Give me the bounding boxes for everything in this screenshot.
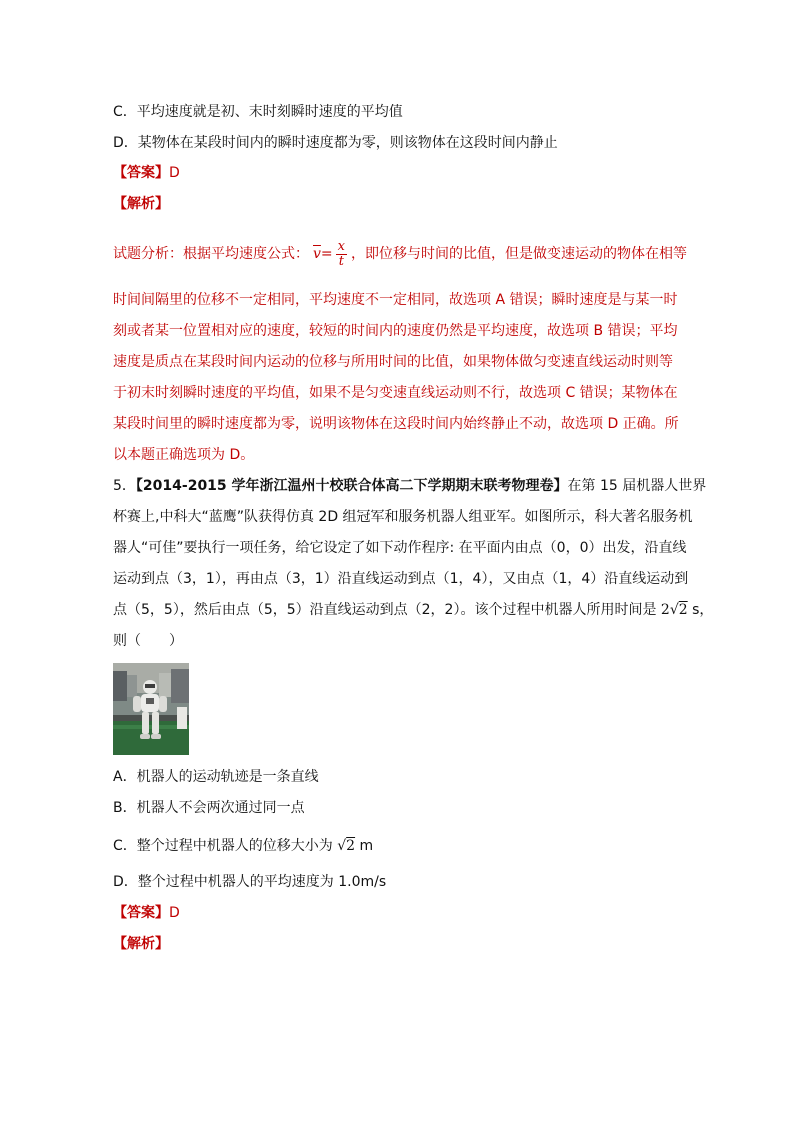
- q4-analysis-line-6: 某段时间里的瞬时速度都为零，说明该物体在这段时间内始终静止不动，故选项 D 正确。所: [113, 416, 679, 432]
- answer-label: 【答案】: [113, 905, 169, 921]
- answer-label: 【答案】: [113, 165, 169, 181]
- q5-stem-line-1: [113, 476, 707, 496]
- average-velocity-formula: [313, 238, 347, 270]
- displacement-unit: m: [355, 838, 374, 854]
- q5-answer: [113, 903, 693, 923]
- time-sqrt-expression: 2√2: [660, 602, 688, 618]
- q5-stem-text: 点（5，5），然后由点（5，5）沿直线运动到点（2，2）。该个过程中机器人所用时间是: [113, 602, 661, 618]
- q4-analysis-line-5: 于初末时刻瞬时速度的平均值，如果不是匀变速直线运动则不行，故选项 C 错误；某物体在: [113, 385, 678, 401]
- q5-stem-line-4: 运动到点（3，1），再由点（3，1）沿直线运动到点（1，4），又由点（1，4）沿直线运动到: [113, 571, 689, 587]
- time-unit: s，: [687, 602, 714, 618]
- q4-analysis-line-3: 刻或者某一位置相对应的速度，较短的时间内的速度仍然是平均速度，故选项 B 错误；平均: [113, 323, 678, 339]
- q5-stem-line-3: 器人“可佳”要执行一项任务，给它设定了如下动作程序: 在平面内由点（0，0）出发，沿直线: [113, 540, 687, 556]
- q4-analysis-line-2: 时间间隔里的位移不一定相同，平均速度不一定相同，故选项 A 错误；瞬时速度是与某一时: [113, 292, 678, 308]
- q5-stem-line-2: 杯赛上,中科大“蓝鹰”队获得仿真 2D 组冠军和服务机器人组亚军。如图所示，科大著名服务机: [113, 509, 693, 525]
- displacement-sqrt-expression: √2: [337, 838, 356, 854]
- q5-number: 5．: [113, 478, 136, 494]
- answer-value: D: [169, 165, 180, 181]
- formula-equals: =: [320, 246, 333, 262]
- formula-fraction: [336, 240, 347, 269]
- formula-v: $\overline{v}$: [313, 246, 321, 262]
- answer-value: D: [169, 905, 180, 921]
- analysis-label: 【解析】: [113, 196, 169, 212]
- robot-photo: [113, 663, 189, 755]
- q5-stem-line-5: [113, 600, 714, 620]
- q4-analysis-label: [113, 194, 693, 214]
- q4-answer: [113, 163, 693, 183]
- q4-analysis-line-4: 速度是质点在某段时间内运动的位移与所用时间的比值，如果物体做匀变速直线运动时则等: [113, 354, 673, 370]
- q4-analysis-line-7: 以本题正确选项为 D。: [113, 447, 255, 463]
- q5-option-d: D．整个过程中机器人的平均速度为 1.0m/s: [113, 874, 387, 890]
- q5-source: 【2014-2015 学年浙江温州十校联合体高二下学期期末联考物理卷】: [135, 478, 568, 494]
- formula-numerator: x: [337, 238, 345, 254]
- q5-option-c: [113, 836, 693, 856]
- q5-option-a: A．机器人的运动轨迹是一条直线: [113, 769, 319, 785]
- analysis-text: 试题分析：根据平均速度公式：: [113, 246, 309, 262]
- q5-analysis-label: [113, 934, 693, 954]
- q5-stem-text: 在第 15 届机器人世界: [567, 478, 707, 494]
- analysis-text: ，即位移与时间的比值，但是做变速运动的物体在相等: [351, 246, 687, 262]
- q4-option-c: C．平均速度就是初、末时刻瞬时速度的平均值: [113, 104, 403, 120]
- sqrt-coefficient: 2: [660, 602, 670, 618]
- formula-denominator: t: [338, 253, 344, 269]
- sqrt-radicand: 2: [346, 838, 356, 854]
- q4-analysis-line-1: [113, 238, 693, 270]
- q5-stem-line-6: 则（ ）: [113, 633, 183, 649]
- q5-option-b: B．机器人不会两次通过同一点: [113, 800, 305, 816]
- analysis-label: 【解析】: [113, 936, 169, 952]
- q4-option-d: D．某物体在某段时间内的瞬时速度都为零，则该物体在这段时间内静止: [113, 135, 558, 151]
- sqrt-radicand: 2: [678, 602, 688, 618]
- option-text: C．整个过程中机器人的位移大小为: [113, 838, 338, 854]
